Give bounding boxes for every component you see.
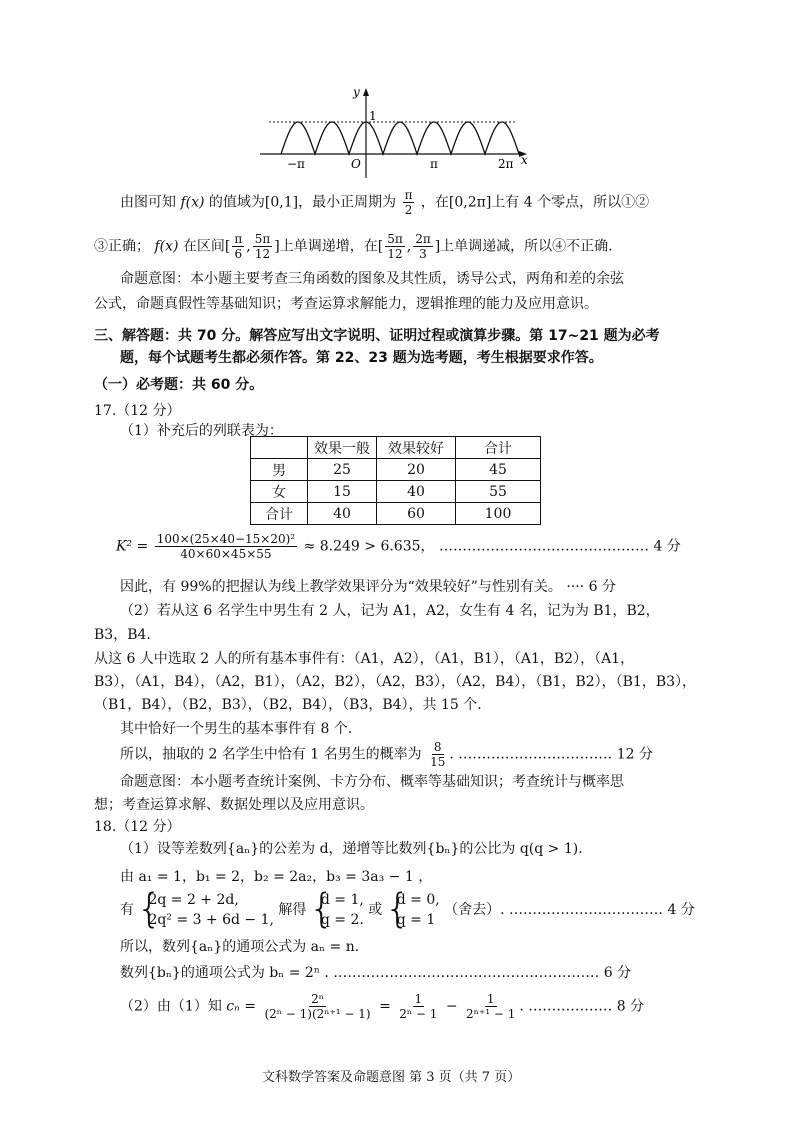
tick-label-pi: π (430, 157, 438, 171)
text: . (449, 746, 454, 763)
table-row (251, 503, 541, 525)
score: 4 分 (653, 538, 681, 555)
text: ≈ 8.249 > 6.635， (303, 538, 435, 555)
denominator: 12 (254, 247, 271, 261)
q17-part1: （1）补充后的列联表为： (120, 423, 283, 439)
text: 由图可知 (120, 194, 176, 211)
table-cell: 合计 (456, 437, 541, 459)
text: ，在[0,2π]上有 4 个零点，所以①② (420, 194, 650, 211)
denominator: (2ⁿ − 1)(2ⁿ⁺¹ − 1) (264, 1007, 371, 1021)
table-cell: 60 (377, 503, 456, 525)
score: 6 分 (603, 965, 632, 981)
denominator: 12 (387, 247, 403, 261)
text: 解得 (278, 902, 307, 918)
text: . (519, 998, 524, 1015)
text: （2）由（1）知 (120, 998, 222, 1015)
equation: 2q = 2 + 2d, (148, 892, 239, 908)
numerator: 1 (486, 992, 495, 1006)
q17-part2-b: B3，B4. (94, 627, 151, 643)
score: 8 分 (616, 998, 645, 1015)
numerator: 8 (433, 740, 442, 754)
leader-dots: ……………… (528, 998, 613, 1015)
denominator: 2ⁿ⁺¹ − 1 (466, 1007, 516, 1021)
math: f(x) (180, 194, 205, 211)
numerator: 5π (254, 232, 271, 246)
fraction (232, 232, 244, 261)
fraction (262, 992, 372, 1021)
table-row (251, 481, 541, 503)
leader-dots: ………………………………………………… (333, 965, 600, 981)
text: 所以，抽取的 2 名学生中恰有 1 名男生的概率为 (120, 746, 422, 763)
intent-line-1: 命题意图：本小题主要考查三角函数的图象及其性质，诱导公式，两角和差的余弦 (120, 271, 624, 287)
text: ]上单调递减，所以④不正确. (434, 238, 613, 255)
fraction (413, 232, 433, 261)
leader-dots: ……………………………………… (438, 538, 649, 555)
section-three-heading-cont: 题，每个试题考生都必须作答。第 22、23 题为选考题，考生根据要求作答。 (120, 350, 603, 366)
q17-part2-a: （2）若从这 6 名学生中男生有 2 人，记为 A1，A2，女生有 4 名，记为为 B1，B2， (120, 603, 660, 619)
table-cell: 40 (308, 503, 377, 525)
denominator: 2 (404, 203, 413, 217)
k-squared-formula (116, 532, 681, 561)
q18-bn-formula (120, 962, 631, 982)
denominator: 40×60×45×55 (180, 547, 272, 561)
fraction-k2 (155, 532, 297, 561)
fraction-8-15 (428, 740, 447, 769)
table-cell: 40 (377, 481, 456, 503)
tick-label-2pi: 2π (498, 157, 514, 171)
table-cell: 15 (308, 481, 377, 503)
text: − (445, 998, 458, 1015)
y-axis-arrow (363, 88, 369, 96)
q18-part2 (120, 992, 644, 1021)
equation: d = 1, (320, 892, 364, 908)
equation-system-1 (138, 890, 274, 930)
math: K² = (116, 538, 149, 555)
table-cell: 效果一般 (308, 437, 377, 459)
numerator: π (404, 188, 413, 202)
table-cell: 合计 (251, 503, 308, 525)
leader-dots: …………………………… (509, 902, 664, 918)
question-17-title: 17.（12 分） (94, 403, 181, 419)
x-label: x (521, 153, 528, 167)
table-cell: 男 (251, 459, 308, 481)
q17-part2-f: 其中恰好一个男生的基本事件有 8 个. (120, 721, 353, 737)
equation: 2q² = 3 + 6d − 1, (148, 912, 274, 928)
text: 在区间[ (182, 238, 231, 255)
table-cell: 20 (377, 459, 456, 481)
text: 或 (368, 902, 383, 918)
score: 4 分 (667, 902, 695, 918)
text: 有 (120, 902, 134, 918)
equation: d = 0, (396, 892, 440, 908)
table-cell (251, 437, 308, 459)
contingency-table (250, 436, 541, 525)
table-cell: 100 (456, 503, 541, 525)
leader-dots: …………………………… (458, 746, 613, 763)
text: ]上单调递增，在[ (274, 238, 384, 255)
denominator: 6 (234, 247, 243, 261)
denominator: 2ⁿ − 1 (399, 1007, 438, 1021)
math: cₙ = (226, 998, 256, 1015)
text: 数列{bₙ}的通项公式为 bₙ = 2ⁿ . (120, 965, 329, 981)
denominator: 3 (419, 247, 427, 261)
table-cell: 45 (456, 459, 541, 481)
fraction (253, 232, 273, 261)
text: ③正确； (94, 238, 150, 255)
numerator: 2π (415, 232, 431, 246)
function-graph (255, 84, 535, 180)
line-monotonic: ③正确； f(x) 在区间[ $\frac{\pi}{6}$ , $\frac{5\pi}{12}$ ]上单调递增，在[ $\frac{5\pi}{12}$ , $\frac{2\pi}{3}$ ]上单调递减，所以④不正确. (94, 232, 613, 261)
subsection-required: （一）必考题：共 60 分。 (94, 377, 264, 393)
text: 的值域为[0,1]，最小正周期为 (208, 194, 397, 211)
intent-line-2: 公式，命题真假性等基础知识；考查运算求解能力，逻辑推理的能力及应用意识。 (94, 296, 598, 312)
abs-sine-curve (281, 122, 519, 154)
y-label: y (353, 85, 360, 99)
page-footer: 文科数学答案及命题意图 第 3 页（共 7 页） (262, 1070, 521, 1085)
fraction (397, 992, 439, 1021)
equation: q = 2. (320, 912, 364, 928)
table-cell: 55 (456, 481, 541, 503)
fraction (385, 232, 405, 261)
numerator: 100×(25×40−15×20)² (156, 532, 296, 546)
tick-label-one: 1 (369, 109, 377, 123)
tick-label-origin: O (351, 157, 361, 171)
q18-part1: （1）设等差数列{aₙ}的公差为 d，递增等比数列{bₙ}的公比为 q(q > 1). (120, 841, 583, 857)
table-cell: 25 (308, 459, 377, 481)
q17-part2-c: 从这 6 人中选取 2 人的所有基本事件有：（A1，A2），（A1，B1），（A1，B2），（A1， (94, 651, 635, 667)
line-range-period (120, 188, 649, 217)
fraction (464, 992, 517, 1021)
equation-system-2 (311, 890, 364, 930)
q17-part2-e: （B1，B4），（B2，B3），（B2，B4），（B3，B4），共 15 个. (94, 697, 482, 713)
table-row (251, 459, 541, 481)
denominator: 15 (430, 755, 446, 769)
tick-label-neg-pi: −π (287, 157, 305, 171)
section-three-heading: 三、解答题：共 70 分。解答应写出文字说明、证明过程或演算步骤。第 17~21 题为必考 (94, 328, 660, 344)
numerator: π (234, 232, 243, 246)
numerator: 5π (387, 232, 403, 246)
q18-system-line (120, 890, 695, 930)
score: 12 分 (616, 746, 653, 763)
q17-part2-d: B3），（A1，B4），（A2，B1），（A2，B2），（A2，B3），（A2，B4），（B1，B2），（B1，B3）， (94, 674, 697, 690)
equation: q = 1 (396, 912, 436, 928)
numerator: 2ⁿ (311, 992, 324, 1006)
text: = (379, 998, 391, 1015)
fraction-pi-over-2 (403, 188, 415, 217)
q18-an-formula: 所以，数列{aₙ}的通项公式为 aₙ = n. (120, 939, 360, 955)
q18-given: 由 a₁ = 1，b₁ = 2，b₂ = 2a₂，b₃ = 3a₃ − 1 ， (120, 869, 433, 885)
equation-system-3 (387, 890, 440, 930)
conclusion-line: 因此，有 99%的把握认为线上教学效果评分为“效果较好”与性别有关。 ···· 6 分 (120, 579, 616, 595)
table-cell: 效果较好 (377, 437, 456, 459)
text: （舍去）. (444, 902, 505, 918)
numerator: 1 (414, 992, 423, 1006)
math: f(x) (154, 238, 179, 255)
probability-line (120, 740, 653, 769)
intent-17-line-2: 想；考查运算求解、数据处理以及应用意识。 (94, 797, 374, 813)
table-row (251, 437, 541, 459)
table-cell: 女 (251, 481, 308, 503)
question-18-title: 18.（12 分） (94, 819, 181, 835)
intent-17-line-1: 命题意图：本小题考查统计案例、卡方分布、概率等基础知识；考查统计与概率思 (120, 774, 624, 790)
